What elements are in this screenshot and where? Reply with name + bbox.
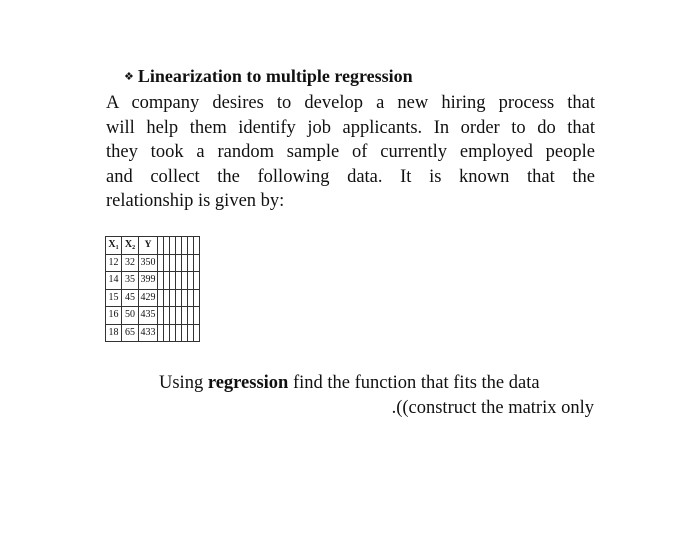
- cell-y: 435: [139, 307, 158, 325]
- intro-line: will help them identify job applicants. In order to do that: [106, 117, 595, 138]
- instruction-prefix: Using: [159, 373, 208, 393]
- cell-y: 433: [139, 324, 158, 342]
- table-row: [106, 307, 200, 325]
- cell-x2: 50: [122, 307, 139, 325]
- table-row: [106, 289, 200, 307]
- heading-title: Linearization to multiple regression: [137, 66, 413, 86]
- intro-line: they took a random sample of currently employed people: [106, 142, 595, 163]
- header-y: Y: [139, 237, 158, 255]
- cell-x2: 45: [122, 289, 139, 307]
- header-x2: $X_2$: [122, 237, 139, 255]
- diamond-bullet-icon: ❖: [124, 71, 134, 83]
- empty-cell: [194, 254, 200, 272]
- empty-cell: [194, 289, 200, 307]
- intro-line: and collect the following data. It is known that the: [106, 166, 595, 187]
- instruction-bold: regression: [207, 373, 289, 393]
- section-heading: [124, 66, 413, 87]
- cell-x1: 18: [106, 324, 122, 342]
- data-table: [105, 236, 200, 342]
- instruction-line-2: .((construct the matrix only: [391, 398, 594, 418]
- intro-line: relationship is given by:: [106, 191, 285, 212]
- cell-x1: 16: [106, 307, 122, 325]
- empty-cell: [194, 272, 200, 290]
- empty-cell: [194, 307, 200, 325]
- cell-x2: 65: [122, 324, 139, 342]
- cell-y: 399: [139, 272, 158, 290]
- table-row: [106, 272, 200, 290]
- intro-line: A company desires to develop a new hiring process that: [106, 93, 595, 113]
- cell-x1: 15: [106, 289, 122, 307]
- table-row: [106, 324, 200, 342]
- empty-cell: [194, 324, 200, 342]
- instruction-line-1: [159, 373, 540, 394]
- cell-y: 429: [139, 289, 158, 307]
- table-header-row: [106, 237, 200, 255]
- cell-x1: 14: [106, 272, 122, 290]
- cell-x1: 12: [106, 254, 122, 272]
- empty-cell: [194, 237, 200, 255]
- intro-paragraph: [106, 91, 595, 214]
- header-x1: $X_1$: [106, 237, 122, 255]
- cell-x2: 32: [122, 254, 139, 272]
- cell-y: 350: [139, 254, 158, 272]
- instruction-suffix: find the function that fits the data: [288, 373, 540, 393]
- cell-x2: 35: [122, 272, 139, 290]
- table-row: [106, 254, 200, 272]
